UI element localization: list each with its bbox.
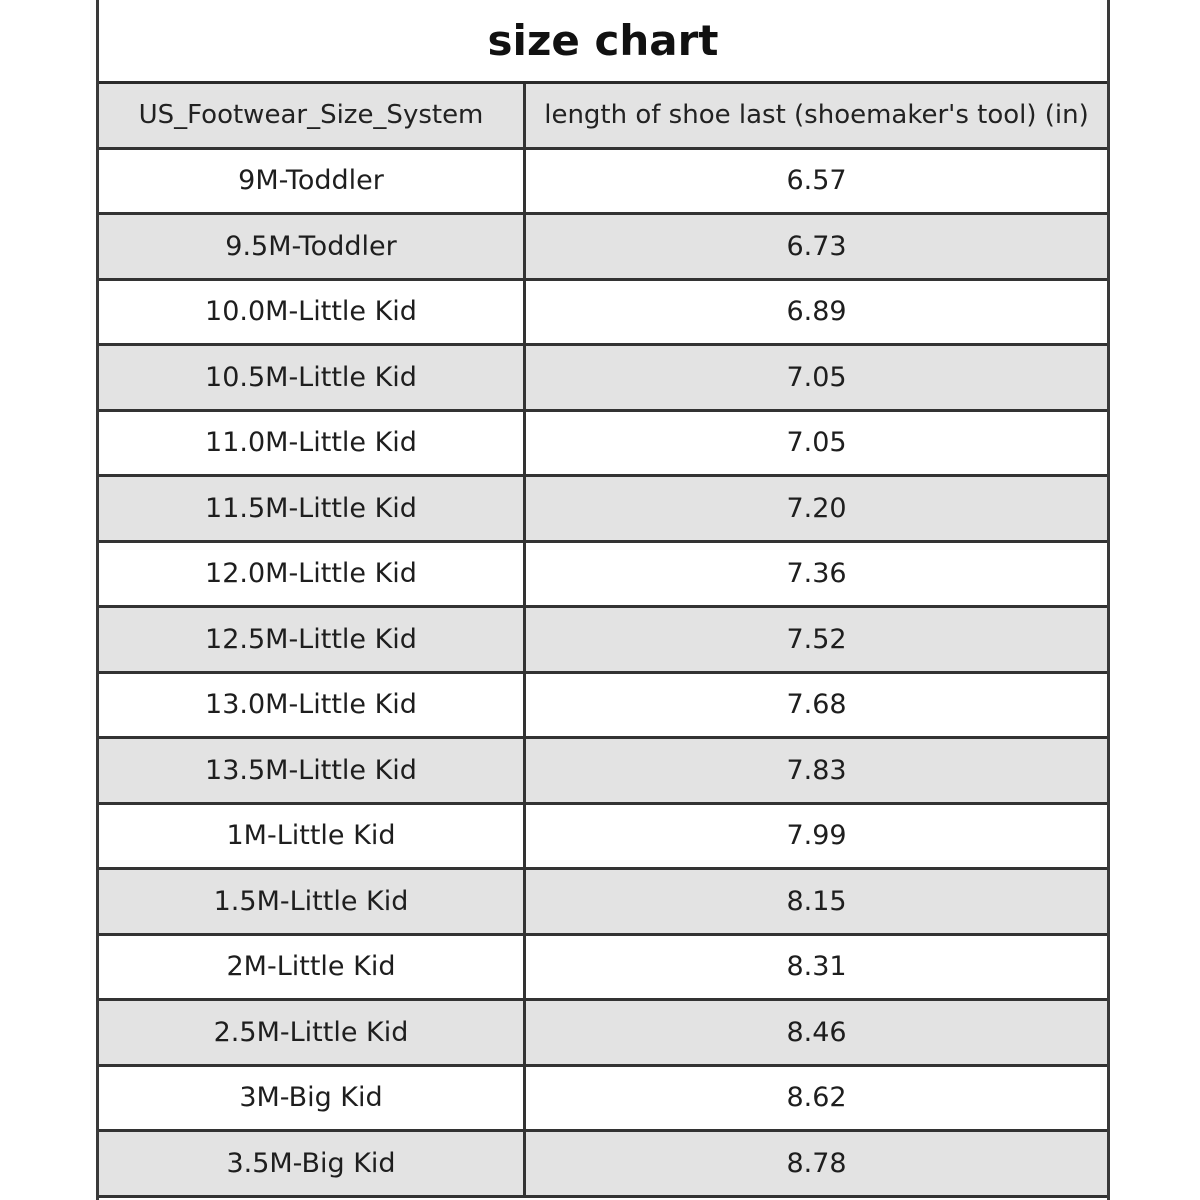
size-cell: 12.0M-Little Kid	[99, 543, 526, 606]
length-cell: 8.62	[786, 1082, 847, 1114]
table-row	[99, 608, 1107, 674]
size-cell: 13.5M-Little Kid	[99, 739, 526, 802]
table-row	[99, 543, 1107, 609]
length-cell: 7.05	[786, 361, 847, 393]
size-cell: 2M-Little Kid	[99, 936, 526, 999]
size-cell: 11.5M-Little Kid	[99, 477, 526, 540]
table-row	[99, 674, 1107, 740]
table-row	[99, 346, 1107, 412]
title-bar	[99, 0, 1107, 84]
size-cell: 12.5M-Little Kid	[99, 608, 526, 671]
table-header-row	[99, 84, 1107, 150]
size-table	[99, 84, 1107, 1198]
length-cell: 6.73	[786, 230, 847, 262]
size-cell: 10.5M-Little Kid	[99, 346, 526, 409]
table-row	[99, 215, 1107, 281]
size-cell: 1M-Little Kid	[99, 805, 526, 868]
size-cell: 9.5M-Toddler	[99, 215, 526, 278]
length-cell: 7.36	[786, 558, 847, 590]
size-cell: 1.5M-Little Kid	[99, 870, 526, 933]
size-chart-sheet	[96, 0, 1110, 1200]
length-cell: 7.05	[786, 427, 847, 459]
length-cell: 7.99	[786, 820, 847, 852]
length-cell: 7.20	[786, 492, 847, 524]
length-cell: 7.68	[786, 689, 847, 721]
length-cell: 8.15	[786, 885, 847, 917]
table-row	[99, 870, 1107, 936]
length-cell: 8.78	[786, 1147, 847, 1179]
size-cell: 3.5M-Big Kid	[99, 1132, 526, 1195]
size-cell: 10.0M-Little Kid	[99, 281, 526, 344]
length-cell: 7.52	[786, 623, 847, 655]
size-cell: 13.0M-Little Kid	[99, 674, 526, 737]
column-header-shoe-last-length: length of shoe last (shoemaker's tool) (in)	[544, 100, 1089, 131]
table-row	[99, 1067, 1107, 1133]
table-row	[99, 936, 1107, 1002]
length-cell: 6.57	[786, 165, 847, 197]
table-row	[99, 281, 1107, 347]
column-header-size-system: US_Footwear_Size_System	[99, 84, 526, 147]
length-cell: 8.31	[786, 951, 847, 983]
table-row	[99, 1132, 1107, 1198]
table-row	[99, 477, 1107, 543]
length-cell: 6.89	[786, 296, 847, 328]
length-cell: 7.83	[786, 754, 847, 786]
size-cell: 2.5M-Little Kid	[99, 1001, 526, 1064]
table-row	[99, 1001, 1107, 1067]
size-cell: 3M-Big Kid	[99, 1067, 526, 1130]
size-cell: 11.0M-Little Kid	[99, 412, 526, 475]
table-row	[99, 412, 1107, 478]
table-row	[99, 805, 1107, 871]
size-cell: 9M-Toddler	[99, 150, 526, 213]
page-title: size chart	[487, 16, 719, 65]
table-row	[99, 150, 1107, 216]
table-row	[99, 739, 1107, 805]
length-cell: 8.46	[786, 1016, 847, 1048]
